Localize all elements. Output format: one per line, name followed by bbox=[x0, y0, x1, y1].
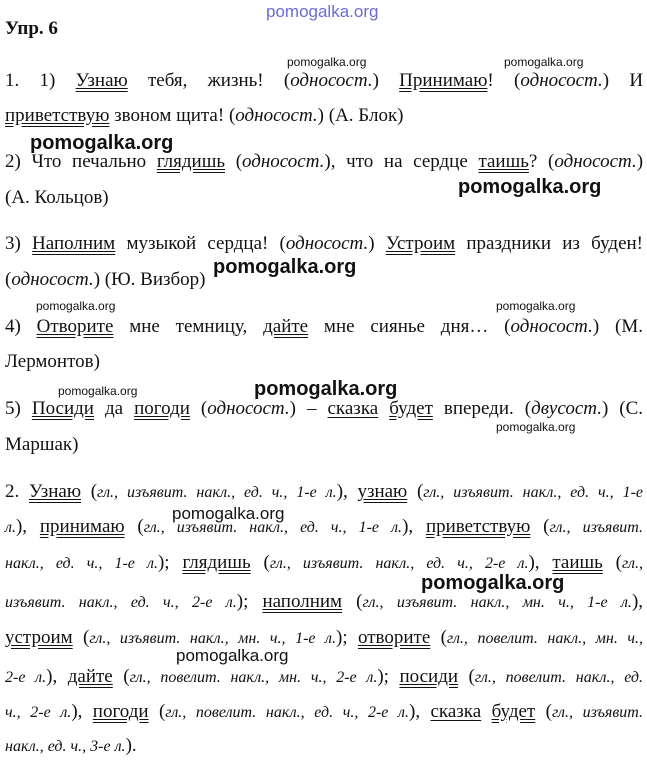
exercise-title: Упр. 6 bbox=[5, 18, 58, 39]
predicate: таишь bbox=[478, 151, 529, 172]
predicate: будет bbox=[389, 398, 433, 419]
predicate: погоди bbox=[134, 398, 190, 419]
predicate: приветствую bbox=[5, 105, 110, 126]
predicate: дайте bbox=[67, 666, 113, 687]
text-line: изъявит. накл., ед. ч., 2-е л.); наполним (гл., изъявит. накл., мн. ч., 1-е л.), bbox=[5, 591, 644, 612]
predicate: будет bbox=[491, 701, 536, 722]
text-line: приветствую звоном щита! (односост.) (А. Блок) bbox=[5, 105, 404, 126]
subject: сказка bbox=[430, 701, 482, 722]
watermark: pomogalka.org bbox=[213, 256, 357, 278]
text-line: 1. 1) Узнаю тебя, жизнь! (односост.) Принимаю! (односост.) И bbox=[5, 70, 644, 91]
predicate: отворите bbox=[357, 627, 431, 648]
watermark-top: pomogalka.org bbox=[266, 2, 379, 21]
watermark: pomogalka.org bbox=[287, 55, 367, 69]
text-line: (А. Кольцов) bbox=[5, 187, 109, 208]
predicate: приветствую bbox=[425, 516, 531, 537]
predicate: погоди bbox=[92, 701, 149, 722]
predicate: Узнаю bbox=[28, 481, 82, 502]
watermark: pomogalka.org bbox=[254, 378, 398, 400]
text-line: 2) Что печально глядишь (односост.), что на сердце таишь? (односост.) bbox=[5, 151, 644, 172]
text-line: л.), принимаю (гл., изъявит. накл., ед. ч., 1-е л.), приветствую (гл., изъявит. bbox=[5, 516, 644, 537]
predicate: наполним bbox=[262, 591, 343, 612]
watermark: pomogalka.org bbox=[421, 572, 565, 594]
watermark: pomogalka.org bbox=[30, 132, 174, 154]
watermark: pomogalka.org bbox=[458, 176, 602, 198]
text-line: устроим (гл., изъявит. накл., мн. ч., 1-е л.); отворите (гл., повелит. накл., мн. ч., bbox=[5, 627, 644, 648]
watermark: pomogalka.org bbox=[176, 646, 289, 665]
text-line: 2. Узнаю (гл., изъявит. накл., ед. ч., 1-е л.), узнаю (гл., изъявит. накл., ед. ч., 1-е bbox=[5, 481, 644, 502]
predicate: глядишь bbox=[182, 552, 251, 573]
watermark: pomogalka.org bbox=[496, 299, 576, 313]
predicate: Отворите bbox=[36, 316, 114, 337]
watermark: pomogalka.org bbox=[496, 420, 576, 434]
watermark: pomogalka.org bbox=[36, 299, 116, 313]
predicate: Наполним bbox=[32, 233, 116, 254]
watermark: pomogalka.org bbox=[504, 55, 584, 69]
text-line: 5) Посиди да погоди (односост.) – сказка будет впереди. (двусост.) (С. bbox=[5, 398, 644, 419]
predicate: посиди bbox=[399, 666, 459, 687]
text-line: Лермонтов) bbox=[5, 351, 100, 372]
text-line: накл., ед. ч., 1-е л.); глядишь (гл., изъявит. накл., ед. ч., 2-е л.), таишь (гл., bbox=[5, 552, 644, 573]
predicate: Узнаю bbox=[75, 70, 128, 91]
text-line: Маршак) bbox=[5, 434, 79, 455]
text-line: 4) Отворите мне темницу, дайте мне сиянье дня… (односост.) (М. bbox=[5, 316, 643, 337]
watermark: pomogalka.org bbox=[172, 504, 285, 523]
text-line: (односост.) (Ю. Визбор) bbox=[5, 269, 206, 290]
predicate: дайте bbox=[263, 316, 309, 337]
predicate: узнаю bbox=[357, 481, 408, 502]
predicate: глядишь bbox=[156, 151, 226, 172]
watermark: pomogalka.org bbox=[58, 384, 138, 398]
text-line: 2-е л.), дайте (гл., повелит. накл., мн. ч., 2-е л.); посиди (гл., повелит. накл., ед. bbox=[5, 666, 644, 687]
predicate: таишь bbox=[552, 552, 603, 573]
predicate: устроим bbox=[5, 627, 73, 648]
text-line: 3) Наполним музыкой сердца! (односост.) Устроим праздники из буден! bbox=[5, 233, 643, 254]
text-line: ч., 2-е л.), погоди (гл., повелит. накл., ед. ч., 2-е л.), сказка будет (гл., изъявит. bbox=[5, 701, 644, 722]
predicate: Принимаю bbox=[399, 70, 488, 91]
predicate: Устроим bbox=[385, 233, 456, 254]
predicate: принимаю bbox=[39, 516, 125, 537]
text-line: накл., ед. ч., 3-е л.). bbox=[5, 735, 137, 756]
predicate: Посиди bbox=[31, 398, 94, 419]
subject: сказка bbox=[327, 398, 379, 419]
